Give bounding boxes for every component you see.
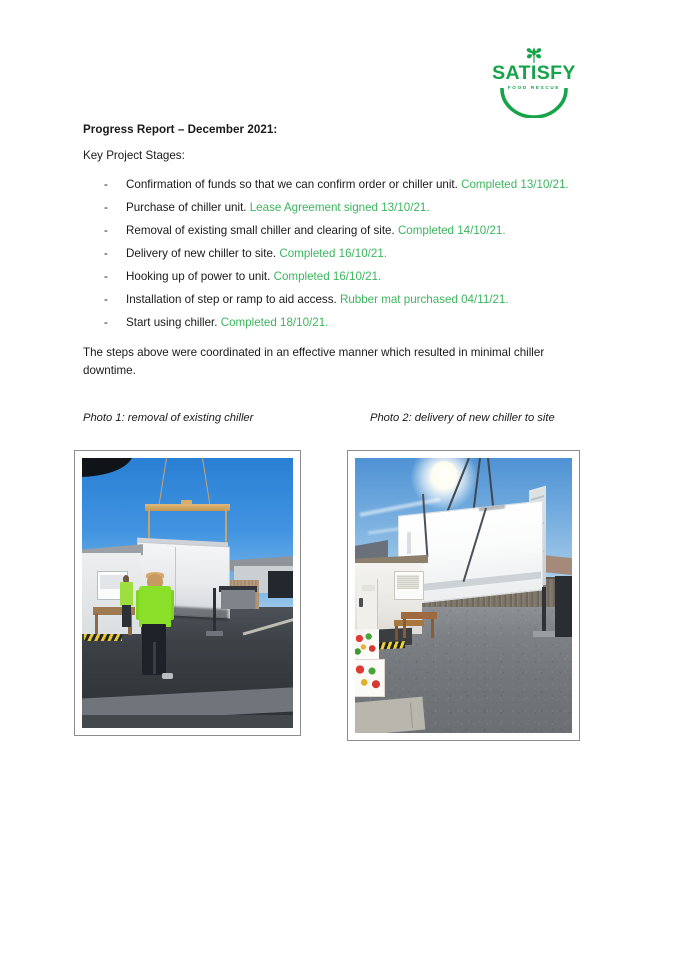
stage-status: Completed 14/10/21. (397, 224, 506, 237)
list-item-text (126, 311, 328, 334)
list-item-text (126, 219, 506, 242)
stage-description: Delivery of new chiller to site. (126, 247, 280, 260)
list-item-text (126, 265, 381, 288)
photo-1-caption: Photo 1: removal of existing chiller (83, 412, 254, 424)
bullet-dash: - (104, 247, 108, 260)
produce-box-upper-print (355, 631, 377, 656)
bullet-dash: - (104, 201, 108, 214)
logo-tagline: FOOD RESCUE (507, 85, 561, 90)
second-worker-hivis-vest (120, 582, 133, 606)
sun-core (431, 461, 457, 486)
key-project-stages-list (83, 173, 603, 334)
logo-wordmark: SATISFY (492, 62, 576, 84)
page-title: Progress Report – December 2021: (83, 123, 278, 136)
stage-status: Completed 16/10/21. (279, 247, 387, 260)
list-item-text (126, 288, 509, 311)
list-item (83, 173, 603, 196)
fence-post (542, 587, 546, 634)
fence-post-base (533, 631, 555, 637)
list-item (83, 265, 603, 288)
list-item (83, 311, 603, 334)
photo-1-frame (74, 450, 301, 736)
crane-spreader-bar (145, 504, 229, 511)
air-conditioner-grill (397, 575, 419, 589)
hazard-stripe-mat (84, 634, 122, 641)
bullet-dash: - (104, 224, 108, 237)
list-item (83, 288, 603, 311)
stage-status: Completed 18/10/21. (220, 316, 329, 329)
kerb-edge-shadow (82, 715, 293, 729)
list-item (83, 242, 603, 265)
stage-status: Rubber mat purchased 04/11/21. (339, 293, 509, 306)
bullet-dash: - (104, 178, 108, 191)
photo-2-image (355, 458, 572, 733)
stage-description: Confirmation of funds so that we can confirm order or chiller unit. (126, 178, 462, 191)
section-subheading: Key Project Stages: (83, 149, 185, 162)
satisfy-logo (489, 44, 579, 116)
parked-vehicle (268, 571, 293, 598)
list-item-text (126, 173, 569, 196)
door-sign (362, 585, 375, 591)
summary-paragraph: The steps above were coordinated in an effective manner which resulted in minimal chiller downtime. (83, 346, 545, 377)
wooden-step-top (394, 620, 424, 626)
stage-status: Lease Agreement signed 13/10/21. (249, 201, 430, 214)
worker-hivis-shirt (139, 586, 171, 627)
produce-box-lower-print (355, 662, 381, 692)
photo-1-image (82, 458, 293, 728)
shaded-area-right (555, 576, 572, 637)
list-item (83, 196, 603, 219)
door-handle (359, 598, 362, 606)
bullet-dash: - (104, 293, 108, 306)
table-leg (403, 619, 406, 638)
photo-2-caption: Photo 2: delivery of new chiller to site (370, 412, 555, 424)
stage-description: Removal of existing small chiller and clearing of site. (126, 224, 398, 237)
bench-leg-left (95, 613, 98, 635)
list-item (83, 219, 603, 242)
bin (221, 590, 255, 609)
worker-shoe (162, 673, 173, 679)
bowl-arc-icon (500, 88, 568, 118)
list-item-text (126, 242, 387, 265)
stage-status: Completed 16/10/21. (273, 270, 382, 283)
stage-description: Installation of step or ramp to aid access. (126, 293, 340, 306)
stage-description: Hooking up of power to unit. (126, 270, 274, 283)
table-leg (431, 619, 434, 638)
list-item-text (126, 196, 430, 219)
stage-status: Completed 13/10/21. (461, 178, 569, 191)
sign-post (213, 588, 216, 634)
distant-roof-right (546, 555, 572, 575)
bullet-dash: - (104, 270, 108, 283)
container-vent (407, 532, 411, 554)
second-worker-legs (122, 605, 130, 627)
stage-description: Purchase of chiller unit. (126, 201, 250, 214)
bullet-dash: - (104, 316, 108, 329)
chiller-panel-seam (175, 547, 176, 612)
worker-leg-gap (153, 642, 156, 674)
photo-2-frame (347, 450, 580, 741)
step-leg (395, 626, 398, 640)
concrete-pad (355, 697, 426, 733)
stage-description: Start using chiller. (126, 316, 221, 329)
sign-post-base (206, 631, 223, 636)
